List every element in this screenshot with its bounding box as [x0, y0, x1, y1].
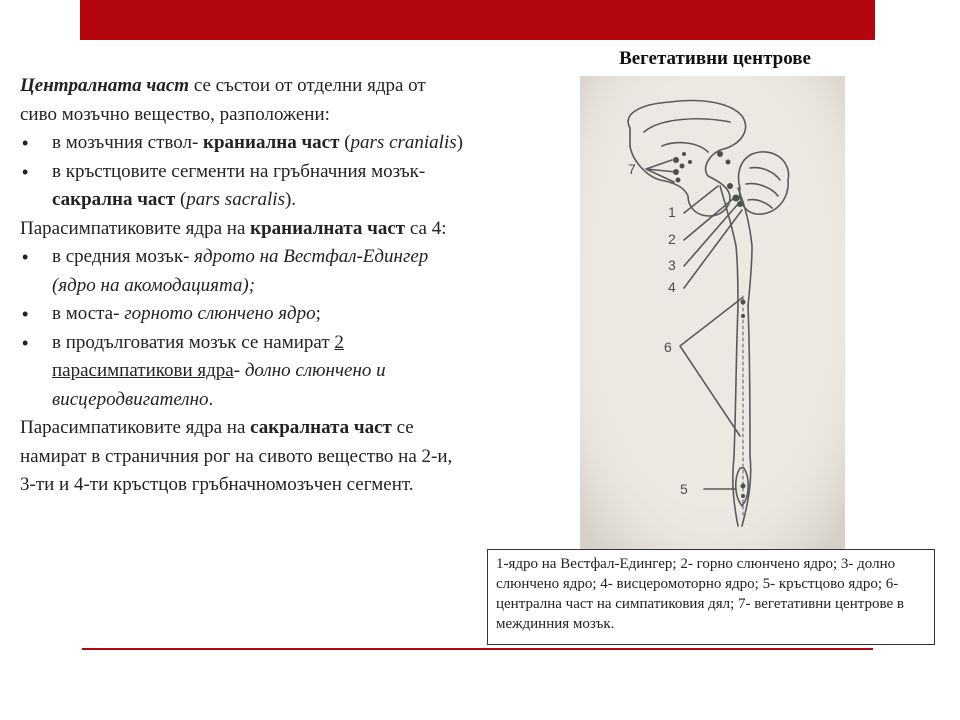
term-sacral: сакралната част: [250, 417, 392, 438]
paragraph-text: се състои от отделни ядра от сиво мозъчно вещество, разположени:: [20, 75, 426, 125]
punct: .: [208, 388, 214, 410]
figure-label: 3: [668, 257, 676, 273]
nucleus-name: ядрото на Вестфал-Едингер (ядро на акомодацията);: [52, 246, 429, 296]
term-sacral-part: сакрална част: [52, 189, 176, 210]
item-text: в средния мозък-: [52, 246, 195, 267]
paragraph-central-part: [20, 72, 465, 129]
nucleus-name: долно слюнчено и висцеродвигателно: [52, 360, 386, 410]
item-text: в мозъчния ствол-: [52, 132, 204, 153]
footer-line: [82, 648, 873, 650]
list-item-pons: [20, 300, 465, 329]
figure-label: 2: [668, 231, 676, 247]
term-cranial: краниалната част: [250, 217, 406, 239]
dash: -: [233, 360, 245, 381]
nervous-system-drawing: [580, 76, 845, 549]
paragraph-text: Парасимпатиковите ядра на: [20, 417, 251, 438]
paren-open: (: [175, 189, 187, 210]
item-text: в продълговатия мозък се намират: [52, 331, 335, 353]
body-text: [20, 72, 465, 500]
paragraph-text: се намират в страничния рог на сивото вещество на 2-и, 3-ти и 4-ти кръстцов гръбначномозъчен сегмент.: [20, 417, 453, 495]
figure-image: [580, 76, 845, 549]
figure-label: 4: [668, 279, 676, 295]
paragraph-cranial-nuclei: [20, 215, 465, 244]
paren-close: ): [456, 132, 463, 153]
paragraph-sacral-nuclei: [20, 414, 465, 500]
nucleus-name: горното слюнчено ядро: [124, 303, 316, 324]
figure-caption: 1-ядро на Вестфал-Едингер; 2- горно слюнчено ядро; 3- долно слюнчено ядро; 4- висцеромоторно ядро; 5- кръстцово ядро; 6- централна част на симпатиковия дял; 7- вегетативни центрове в междинния мозък.: [487, 549, 935, 645]
punct: ;: [315, 303, 321, 324]
location-list: [20, 129, 465, 215]
paragraph-text: са 4:: [405, 217, 447, 239]
figure-label: 1: [668, 204, 676, 220]
paren-close: ).: [284, 189, 297, 210]
paragraph-text: Парасимпатиковите ядра на: [20, 217, 251, 239]
list-item-brainstem: [20, 129, 465, 158]
paren-open: (: [339, 132, 351, 153]
figure-label: 7: [628, 161, 636, 177]
term-central-part: Централната част: [20, 75, 190, 96]
figure-title: Вегетативни центрове: [619, 48, 811, 69]
item-text: в кръстцовите сегменти на гръбначния мозък-: [52, 160, 426, 182]
list-item-sacral-segments: [20, 158, 465, 215]
header-bar: [80, 0, 875, 40]
figure-label: 6: [664, 339, 672, 355]
term-cranial-part: краниална част: [203, 132, 340, 153]
cranial-nuclei-list: [20, 243, 465, 414]
latin-term: pars cranialis: [350, 132, 457, 153]
list-item-medulla: [20, 329, 465, 415]
underlined-text: 2 парасимпатикови ядра: [52, 331, 344, 381]
figure-label: 5: [680, 481, 688, 497]
latin-term: pars sacralis: [186, 189, 285, 210]
item-text: в моста-: [52, 303, 125, 324]
list-item-midbrain: [20, 243, 465, 300]
